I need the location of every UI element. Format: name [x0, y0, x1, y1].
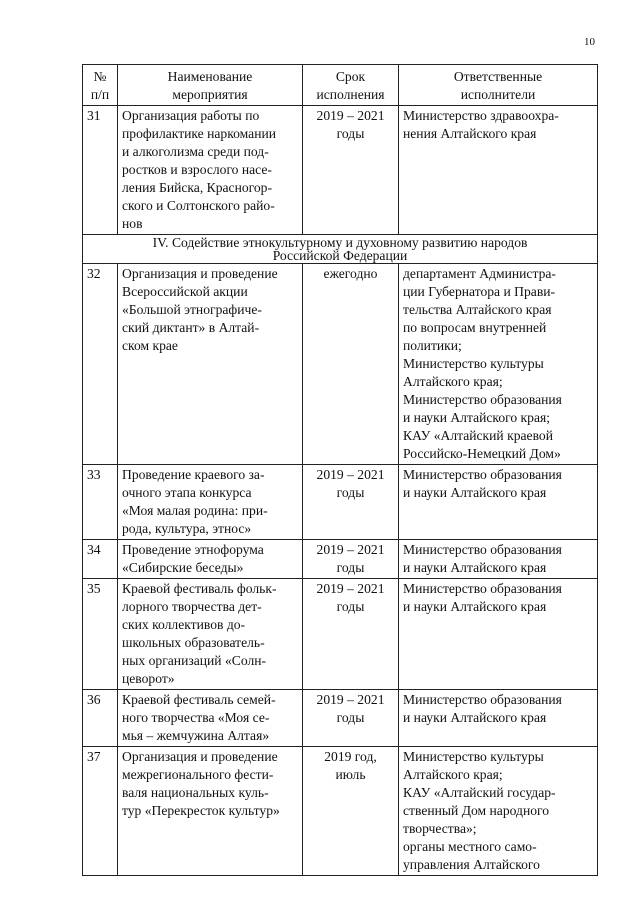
cell-line: рода, культура, этнос»: [122, 521, 252, 536]
cell-line: политики;: [403, 338, 462, 353]
cell-line: Наименование: [167, 69, 253, 84]
cell-line: и науки Алтайского края: [403, 710, 547, 725]
deadline-cell: [303, 747, 399, 876]
cell-line: ском крае: [122, 338, 178, 353]
cell-line: лорного творчества дет-: [122, 599, 262, 614]
header-number: [83, 65, 118, 106]
cell-line: годы: [336, 560, 365, 575]
cell-line: органы местного само-: [403, 839, 537, 854]
cell-line: и алкоголизма среди под-: [122, 144, 269, 159]
header-deadline: [303, 65, 399, 106]
cell-line: Российско-Немецкий Дом»: [403, 446, 561, 461]
cell-line: «Сибирские беседы»: [122, 560, 244, 575]
row-number: 31: [83, 106, 118, 235]
cell-line: Организация работы по: [122, 108, 260, 123]
event-name-cell: [118, 264, 303, 465]
cell-line: 2019 – 2021: [316, 108, 385, 123]
responsible-cell: [399, 106, 598, 235]
cell-line: Министерство здравоохра-: [403, 108, 559, 123]
deadline-cell: [303, 465, 399, 540]
cell-line: «Большой этнографиче-: [122, 302, 262, 317]
section-row: [83, 235, 598, 264]
cell-line: Российской Федерации: [272, 248, 408, 263]
table-row: [83, 264, 598, 465]
cell-line: июль: [335, 767, 366, 782]
row-number: 33: [83, 465, 118, 540]
cell-line: исполнения: [316, 87, 385, 102]
cell-line: ростков и взрослого насе-: [122, 162, 272, 177]
cell-line: Министерство культуры: [403, 749, 544, 764]
responsible-cell: [399, 579, 598, 690]
cell-line: департамент Администра-: [403, 266, 556, 281]
cell-line: управления Алтайского: [403, 857, 540, 872]
cell-line: по вопросам внутренней: [403, 320, 547, 335]
cell-line: Организация и проведение: [122, 749, 278, 764]
cell-line: валя национальных куль-: [122, 785, 269, 800]
event-name-cell: [118, 690, 303, 747]
cell-line: ции Губернатора и Прави-: [403, 284, 556, 299]
cell-line: школьных образователь-: [122, 635, 265, 650]
page-number: 10: [584, 36, 595, 48]
cell-line: Проведение краевого за-: [122, 467, 265, 482]
responsible-cell: [399, 690, 598, 747]
cell-line: межрегионального фести-: [122, 767, 274, 782]
cell-line: мероприятия: [172, 87, 248, 102]
cell-line: IV. Содействие этнокультурному и духовному развитию народов: [152, 235, 528, 250]
cell-line: КАУ «Алтайский государ-: [403, 785, 556, 800]
row-number: 37: [83, 747, 118, 876]
cell-line: и науки Алтайского края: [403, 485, 547, 500]
cell-line: ного творчества «Моя се-: [122, 710, 270, 725]
event-name-cell: [118, 747, 303, 876]
cell-line: годы: [336, 599, 365, 614]
cell-line: нения Алтайского края: [403, 126, 537, 141]
cell-line: Министерство образования: [403, 581, 562, 596]
deadline-cell: [303, 264, 399, 465]
cell-line: и науки Алтайского края: [403, 560, 547, 575]
cell-line: мья – жемчужина Алтая»: [122, 728, 270, 743]
cell-line: ежегодно: [323, 266, 378, 281]
table-header-row: [83, 65, 598, 106]
cell-line: годы: [336, 485, 365, 500]
cell-line: Алтайского края;: [403, 767, 503, 782]
row-number: 34: [83, 540, 118, 579]
responsible-cell: [399, 465, 598, 540]
cell-line: Министерство культуры: [403, 356, 544, 371]
cell-line: КАУ «Алтайский краевой: [403, 428, 553, 443]
cell-line: Краевой фестиваль семей-: [122, 692, 276, 707]
cell-line: ления Бийска, Красногор-: [122, 180, 272, 195]
cell-line: Срок: [335, 69, 366, 84]
cell-line: Ответственные: [453, 69, 543, 84]
cell-line: ского и Солтонского райо-: [122, 198, 275, 213]
header-event-name: [118, 65, 303, 106]
event-name-cell: [118, 540, 303, 579]
cell-line: «Моя малая родина: при-: [122, 503, 268, 518]
cell-line: годы: [336, 710, 365, 725]
cell-line: 2019 – 2021: [316, 542, 385, 557]
cell-line: 2019 – 2021: [316, 467, 385, 482]
table-row: [83, 465, 598, 540]
cell-line: и науки Алтайского края: [403, 599, 547, 614]
cell-line: Краевой фестиваль фольк-: [122, 581, 277, 596]
cell-line: ных организаций «Солн-: [122, 653, 267, 668]
cell-line: Министерство образования: [403, 467, 562, 482]
cell-line: цеворот»: [122, 671, 175, 686]
cell-line: Министерство образования: [403, 542, 562, 557]
row-number: 32: [83, 264, 118, 465]
cell-line: Министерство образования: [403, 692, 562, 707]
cell-line: ский диктант» в Алтай-: [122, 320, 260, 335]
deadline-cell: [303, 540, 399, 579]
deadline-cell: [303, 690, 399, 747]
table-body: [83, 106, 598, 876]
cell-line: ских коллективов до-: [122, 617, 246, 632]
cell-line: годы: [336, 126, 365, 141]
table-row: [83, 747, 598, 876]
cell-line: тур «Перекресток культур»: [122, 803, 280, 818]
event-name-cell: [118, 106, 303, 235]
cell-line: творчества»;: [403, 821, 477, 836]
cell-line: профилактике наркомании: [122, 126, 277, 141]
cell-line: Алтайского края;: [403, 374, 503, 389]
cell-line: п/п: [90, 87, 110, 102]
header-responsible: [399, 65, 598, 106]
cell-line: 2019 – 2021: [316, 692, 385, 707]
deadline-cell: [303, 579, 399, 690]
cell-line: 2019 – 2021: [316, 581, 385, 596]
deadline-cell: [303, 106, 399, 235]
events-table: [82, 64, 598, 876]
cell-line: Всероссийской акции: [122, 284, 248, 299]
cell-line: очного этапа конкурса: [122, 485, 252, 500]
table-row: [83, 540, 598, 579]
row-number: 35: [83, 579, 118, 690]
cell-line: нов: [122, 216, 143, 231]
responsible-cell: [399, 540, 598, 579]
table-row: [83, 579, 598, 690]
cell-line: Проведение этнофорума: [122, 542, 264, 557]
cell-line: тельства Алтайского края: [403, 302, 552, 317]
cell-line: 2019 год,: [324, 749, 377, 764]
table-row: [83, 106, 598, 235]
cell-line: ственный Дом народного: [403, 803, 550, 818]
row-number: 36: [83, 690, 118, 747]
responsible-cell: [399, 264, 598, 465]
cell-line: №: [93, 69, 107, 84]
cell-line: Министерство образования: [403, 392, 562, 407]
event-name-cell: [118, 465, 303, 540]
cell-line: Организация и проведение: [122, 266, 278, 281]
table-row: [83, 690, 598, 747]
cell-line: и науки Алтайского края;: [403, 410, 551, 425]
event-name-cell: [118, 579, 303, 690]
cell-line: исполнители: [460, 87, 536, 102]
section-title: [83, 235, 598, 264]
responsible-cell: [399, 747, 598, 876]
